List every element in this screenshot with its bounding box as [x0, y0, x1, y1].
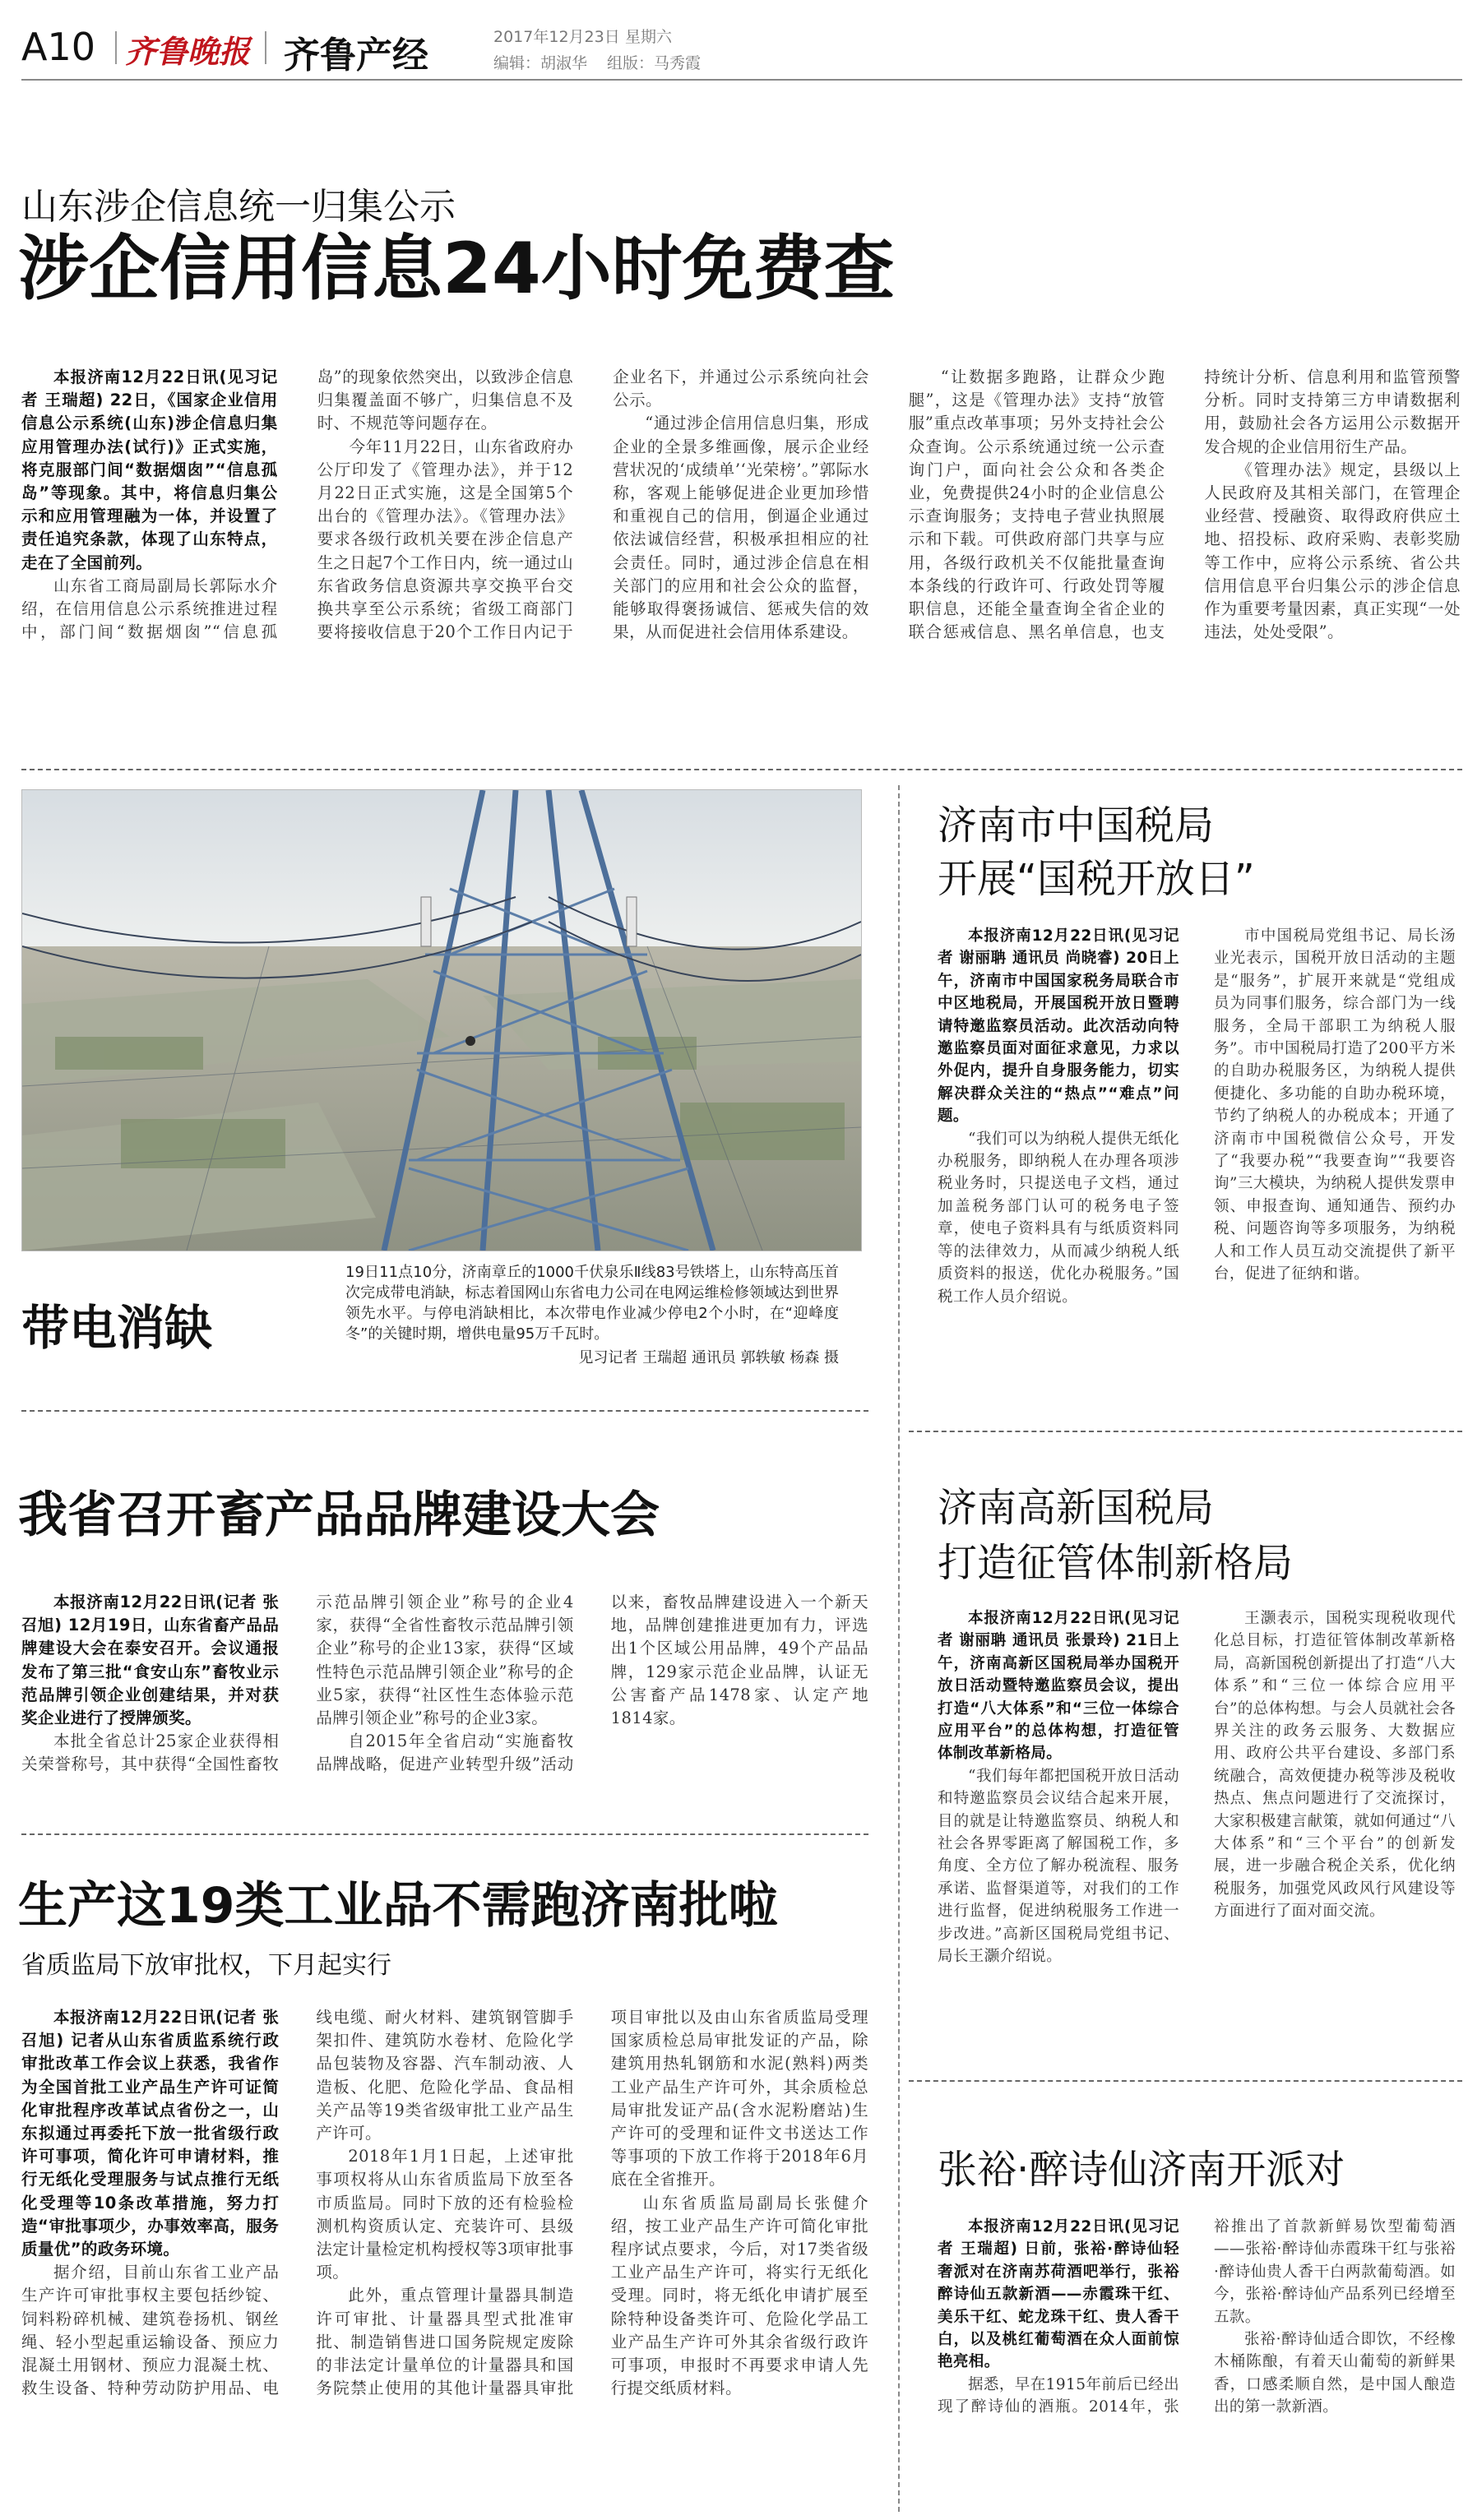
wine-body	[938, 2216, 1456, 2508]
tax2-body	[938, 1607, 1456, 2064]
tax1-body	[938, 925, 1456, 1418]
photo-headline: 带电消缺	[21, 1300, 213, 1356]
tax2-paragraph: 本报济南12月22日讯(见习记者 谢丽聃 通讯员 张景玲) 21日上午，济南高新区国税局举办国税开放日活动暨特邀监察员会议，提出打造“八大体系”和“三位一体综合应用平台”的总体构想，打造征管体制改革新格局。	[938, 1610, 1179, 1763]
layout-credit: 组版：马秀霞	[607, 54, 702, 72]
credit-story-subtitle: 山东涉企信息统一归集公示	[21, 186, 456, 228]
editor-credit: 编辑：胡淑华	[493, 54, 588, 72]
power-tower-photo	[21, 789, 862, 1251]
credit-paragraph: “让数据多跑路，让群众少跑腿”，这是《管理办法》支持“放管服”重点改革事项；另外支持社会公众查询。公示系统通过统一公示查询门户，面向社会公众和各类企业，免费提供24小时的企业信息公示查询服务；支持电子营业执照展示和下载。可供政府部门共享与应用，各级行政机关不仅能批量查询本条线的行政许可、行政处罚等履职信息，还能全量查询全省企业的联合惩戒信息、黑名单信息，也支持统计分析、信息利用和监管预警分析。同时支持第三方申请数据利用，鼓励社会各方运用公示数据开发合规的企业信用衍生产品。	[908, 368, 1461, 642]
section-name: 齐鲁产经	[284, 35, 428, 76]
tax2-separator	[909, 2080, 1462, 2082]
industry-headline: 生产这19类工业品不需跑济南批啦	[18, 1877, 778, 1935]
industry-paragraph: 此外，重点管理计量器具制造许可审批、计量器具型式批准审批、制造销售进口国务院规定废除的非法定计量单位的计量器具和国务院禁止使用的其他计量器具审批项目审批以及由山东省质监局受理国家质检总局审批发证的产品，除建筑用热轧钢筋和水泥(熟料)两类工业产品生产许可外，其余质检总局审批发证产品(含水泥粉磨站)生产许可的受理和证件文书送达工作等事项的下放工作将于2018年6月底在全省推开。	[316, 2008, 868, 2398]
photo-credit: 见习记者 王瑞超 通讯员 郭轶敏 杨森 摄	[578, 1349, 839, 1366]
credit-paragraph: 本报济南12月22日讯(见习记者 王瑞超) 22日，《国家企业信用信息公示系统(山东)涉企信息归集应用管理办法(试行)》正式实施，将克服部门间“数据烟囱”“信息孤岛”等现象。其中，将信息归集公示和应用管理融为一体，并设置了责任追究条款，体现了山东特点，走在了全国前列。	[21, 368, 278, 572]
photo-caption	[345, 1262, 839, 1368]
tax2-headline-line2: 打造征管体制新格局	[938, 1540, 1294, 1586]
page-header	[0, 0, 1468, 82]
industry-paragraph: 山东省质监局副局长张健介绍，按工业产品生产许可简化审批程序试点要求，今后，对17类省级工业产品生产许可，将实行无纸化受理。同时，将无纸化申请扩展至除特种设备类许可、危险化学品工业产品生产许可外其余省级行政许可事项，申报时不再要求申请人先行提交纸质材料。	[610, 2193, 868, 2398]
tax1-headline-line1: 济南市中国税局	[938, 802, 1215, 848]
credit-paragraph: 今年11月22日，山东省政府办公厅印发了《管理办法》，并于12月22日正式实施，这是全国第5个出台的《管理办法》。《管理办法》要求各级行政机关要在涉企信息产生之日起7个工作日内，统一通过山东省政务信息资源共享交换平台交换共享至公示系统；省级工商部门要将接收信息于20个工作日内记于企业名下，并通过公示系统向社会公示。	[317, 368, 869, 642]
industry-subtitle: 省质监局下放审批权，下月起实行	[21, 1951, 391, 1980]
tax1-separator	[909, 1431, 1462, 1432]
industry-paragraph: 本报济南12月22日讯(记者 张召旭) 记者从山东省质监系统行政审批改革工作会议上获悉，我省作为全国首批工业产品生产许可证简化审批程序改革试点省份之一，山东拟通过再委托下放一批省级行政许可事项，简化许可申请材料，推行无纸化受理服务与试点推行无纸化受理等10条改革措施，努力打造“审批事项少，办事效率高，服务质量优”的政务环境。	[21, 2008, 280, 2259]
livestock-body	[21, 1591, 868, 1813]
livestock-paragraph: 本报济南12月22日讯(记者 张召旭) 12月19日，山东省畜产品品牌建设大会在泰安召开。会议通报发布了第三批“食安山东”畜牧业示范品牌引领企业创建结果，并对获奖企业进行了授牌颁奖。	[21, 1593, 280, 1728]
credit-paragraph: “通过涉企信用信息归集，形成企业的全景多维画像，展示企业经营状况的‘成绩单’‘光荣榜’。”郭际水称，客观上能够促进企业更加珍惜和重视自己的信用，倒逼企业通过依法诚信经营，积极承担相应的社会责任。同时，通过涉企信息在相关部门的应用和社会公众的监督，能够取得褒扬诚信、惩戒失信的效果，从而促进社会信用体系建设。	[613, 414, 869, 642]
top-story-separator	[21, 769, 1462, 770]
wine-paragraph: 张裕·醉诗仙适合即饮，不经橡木桶陈酿，有着天山葡萄的新鲜果香，口感柔顺自然，是中国人酿造出的第一款新酒。	[1214, 2331, 1456, 2416]
right-column-divider	[898, 785, 900, 2512]
tax2-headline-line1: 济南高新国税局	[938, 1485, 1215, 1531]
paper-logo: 齐鲁晚报	[125, 33, 251, 70]
header-divider-2	[265, 31, 266, 64]
power-tower-illustration	[22, 790, 861, 1251]
wine-paragraph: 据悉，早在1915年前后已经出现了醉诗仙的酒瓶。2014年，张裕推出了首款新鲜易饮型葡萄酒——张裕·醉诗仙赤霞珠干红与张裕·醉诗仙贵人香干白两款葡萄酒。如今，张裕·醉诗仙产品系列已经增至五款。	[938, 2218, 1456, 2416]
industry-paragraph: 2018年1月1日起，上述审批事项权将从山东省质监局下放至各市质监局。同时下放的还有检验检测机构资质认定、充装许可、县级法定计量检定机构授权等3项审批事项。	[316, 2147, 574, 2282]
livestock-separator	[21, 1833, 868, 1835]
livestock-paragraph: 自2015年全省启动“实施畜牧品牌战略，促进产业转型升级”活动以来，畜牧品牌建设进入一个新天地，品牌创建推进更加有力，评选出1个区域公用品牌，49个产品品牌，129家示范企业品牌，认证无公害畜产品1478家、认定产地1814家。	[316, 1593, 868, 1774]
tax1-paragraph: 本报济南12月22日讯(见习记者 谢丽聃 通讯员 尚晓睿) 20日上午，济南市中国国家税务局联合市中区地税局，开展国税开放日暨聘请特邀监察员活动。此次活动向特邀监察员面对面征求意见，力求以外促内，提升自身服务能力，切实解决群众关注的“热点”“难点”问题。	[938, 927, 1179, 1126]
wine-paragraph: 本报济南12月22日讯(见习记者 王瑞超) 日前，张裕·醉诗仙轻奢派对在济南苏荷酒吧举行，张裕醉诗仙五款新酒——赤霞珠干红、美乐干红、蛇龙珠干红、贵人香干白，以及桃红葡萄酒在众人面前惊艳亮相。	[938, 2218, 1179, 2371]
livestock-paragraph: 本批全省总计25家企业获得相关荣誉称号，其中获得“全国性畜牧示范品牌引领企业”称号的企业4家，获得“全省性畜牧示范品牌引领企业”称号的企业13家，获得“区域性特色示范品牌引领企业”称号的企业5家，获得“社区性生态体验示范品牌引领企业”称号的企业3家。	[21, 1593, 574, 1774]
header-divider-1	[115, 31, 117, 64]
page-number: A10	[21, 25, 96, 69]
tax1-headline-line2: 开展“国税开放日”	[938, 856, 1255, 902]
issue-weekday: 星期六	[625, 28, 673, 46]
industry-body	[21, 2006, 868, 2508]
tax1-paragraph: 市中国税局党组书记、局长汤业光表示，国税开放日活动的主题是“服务”，扩展开来就是“党组成员为同事们服务，综合部门为一线服务，全局干部职工为纳税人服务”。市中国税局打造了200平方米的自助办税服务区，为纳税人提供便捷化、多功能的自助办税环境，节约了纳税人的办税成本；开通了济南市中国税微信公众号，开发了“我要办税”“我要查询”“我要咨询”三大模块，为纳税人提供发票申领、申报查询、通知通告、预约办税、问题咨询等多项服务，为纳税人和工作人员互动交流提供了新平台，促进了征纳和谐。	[1214, 927, 1456, 1283]
tax1-paragraph: “我们可以为纳税人提供无纸化办税服务，即纳税人在办理各项涉税业务时，只提送电子文档，通过加盖税务部门认可的税务电子签章，使电子资料具有与纸质资料同等的法律效力，从而减少纳税人纸质资料的报送，优化办税服务。”国税工作人员介绍说。	[938, 1130, 1179, 1306]
credit-paragraph: 山东省工商局副局长郭际水介绍，在信用信息公示系统推进过程中，部门间“数据烟囱”“信息孤岛”的现象依然突出，以致涉企信息归集覆盖面不够广，归集信息不及时、不规范等问题存在。	[21, 368, 574, 642]
tax2-paragraph: “我们每年都把国税开放日活动和特邀监察员会议结合起来开展，目的就是让特邀监察员、纳税人和社会各界零距离了解国税工作，多角度、全方位了解办税流程、服务承诺、监督渠道等，对我们的工作进行监督，促进纳税服务工作进一步改进。”高新区国税局党组书记、局长王灏介绍说。	[938, 1767, 1179, 1966]
photo-separator	[21, 1410, 868, 1412]
issue-date: 2017年12月23日	[493, 28, 620, 46]
credit-story-headline: 涉企信用信息24小时免费查	[18, 228, 895, 310]
header-rule	[21, 79, 1462, 81]
photo-caption-text: 19日11点10分，济南章丘的1000千伏泉乐Ⅱ线83号铁塔上，山东特高压首次完成带电消缺，标志着国网山东省电力公司在电网运维检修领域达到世界领先水平。与停电消缺相比，本次带电作业减少停电2个小时，在“迎峰度冬”的关键时期，增供电量95万千瓦时。	[345, 1264, 839, 1343]
industry-paragraph: 据介绍，目前山东省工业产品生产许可审批事权主要包括纱锭、饲料粉碎机械、建筑卷扬机、钢丝绳、轻小型起重运输设备、预应力混凝土用钢材、预应力混凝土枕、救生设备、特种劳动防护用品、电线电缆、耐火材料、建筑钢管脚手架扣件、建筑防水卷材、危险化学品包装物及容器、汽车制动液、人造板、化肥、危险化学品、食品相关产品等19类省级审批工业产品生产许可。	[21, 2008, 574, 2398]
wine-headline: 张裕·醉诗仙济南开派对	[938, 2147, 1345, 2193]
tax2-paragraph: 王灏表示，国税实现税收现代化总目标，打造征管体制改革新格局，高新国税创新提出了打造“八大体系”和“三位一体综合应用平台”的总体构想。与会人员就社会各界关注的政务云服务、大数据应用、政府公共平台建设、多部门系统融合，高效便捷办税等涉及税收热点、焦点问题进行了交流探讨，大家积极建言献策，就如何通过“八大体系”和“三个平台”的创新发展，进一步融合税企关系，优化纳税服务，加强党风政风行风建设等方面进行了面对面交流。	[1214, 1610, 1456, 1921]
credit-paragraph: 《管理办法》规定，县级以上人民政府及其相关部门，在管理企业经营、授融资、取得政府供应土地、招投标、政府采购、表彰奖励等工作中，应将公示系统、省公共信用信息平台归集公示的涉企信息作为重要考量因素，真正实现“一处违法，处处受限”。	[1204, 460, 1461, 642]
livestock-headline: 我省召开畜产品品牌建设大会	[18, 1487, 660, 1544]
credit-story-body	[21, 366, 1461, 762]
